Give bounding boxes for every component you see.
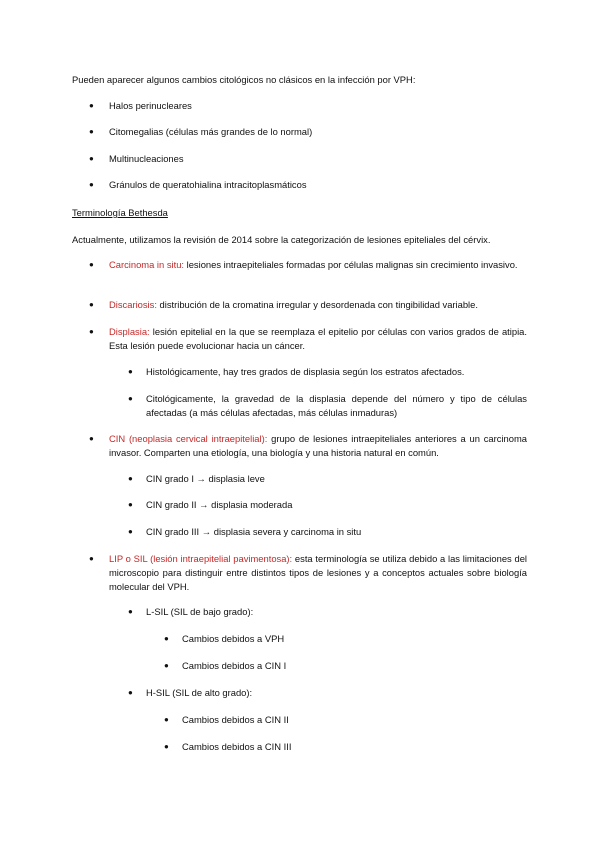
term-label: Carcinoma in situ: (109, 259, 185, 270)
list-item: CIN grado II → displasia moderada (146, 499, 293, 510)
bullet-icon: ● (164, 634, 169, 643)
bullet-icon: ● (164, 742, 169, 751)
bullet-icon: ● (164, 661, 169, 670)
term-definition: lesiones intraepiteliales formadas por células malignas sin crecimiento invasivo. (184, 259, 518, 270)
bullet-icon: ● (128, 500, 133, 509)
bullet-icon: ● (128, 394, 133, 403)
section-intro: Actualmente, utilizamos la revisión de 2014 sobre la categorización de lesiones epiteliales del cérvix. (72, 234, 491, 245)
list-item: Multinucleaciones (109, 153, 184, 164)
list-item: CIN grado III → displasia severa y carcinoma in situ (146, 526, 362, 537)
bullet-icon: ● (89, 154, 94, 163)
term-definition: grupo de lesiones intraepiteliales anteriores a un carcinoma invasor. Comparten una etiología, una biología y una historia natural en común. (109, 433, 527, 458)
bullet-icon: ● (89, 180, 94, 189)
term-definition: esta terminología se utiliza debido a las limitaciones del microscopio para distinguir entre distintos tipos de lesiones y a conceptos actuales sobre biología molecular del VPH. (109, 553, 527, 592)
bullet-icon: ● (89, 260, 94, 269)
list-item: Cambios debidos a CIN I (182, 660, 287, 671)
term-lip (109, 552, 527, 594)
bullet-icon: ● (128, 688, 133, 697)
bullet-icon: ● (128, 527, 133, 536)
bullet-icon: ● (89, 127, 94, 136)
bullet-icon: ● (128, 367, 133, 376)
list-item: Citomegalias (células más grandes de lo normal) (109, 126, 313, 137)
term-carcinoma (109, 258, 527, 272)
list-item: Cambios debidos a CIN II (182, 714, 289, 725)
lsil-label: L-SIL (SIL de bajo grado): (146, 606, 254, 617)
list-item: Gránulos de queratohialina intracitoplasmáticos (109, 179, 307, 190)
bullet-icon: ● (128, 474, 133, 483)
term-label: LIP o SIL (lesión intraepitelial pavimentosa): (109, 553, 293, 564)
term-discariosis (109, 298, 527, 312)
bullet-icon: ● (89, 101, 94, 110)
term-cin (109, 432, 527, 460)
hsil-label: H-SIL (SIL de alto grado): (146, 687, 253, 698)
bullet-icon: ● (89, 554, 94, 563)
list-item: Cambios debidos a VPH (182, 633, 285, 644)
term-definition: distribución de la cromatina irregular y desordenada con tingibilidad variable. (156, 299, 478, 310)
bullet-icon: ● (89, 434, 94, 443)
term-label: Displasia: (109, 326, 150, 337)
bullet-icon: ● (164, 715, 169, 724)
term-definition: lesión epitelial en la que se reemplaza el epitelio por células con varios grados de atipia. Esta lesión puede evolucionar hacia un cáncer. (109, 326, 527, 351)
list-item: Halos perinucleares (109, 100, 192, 111)
list-item: Citológicamente, la gravedad de la displasia depende del número y tipo de células afectadas (a más células afectadas, más células inmaduras) (146, 393, 527, 418)
term-label: Discariosis: (109, 299, 157, 310)
term-displasia (109, 325, 527, 353)
bullet-icon: ● (128, 607, 133, 616)
section-title: Terminología Bethesda (72, 207, 168, 218)
bullet-icon: ● (89, 327, 94, 336)
term-label: CIN (neoplasia cervical intraepitelial): (109, 433, 268, 444)
list-item: Cambios debidos a CIN III (182, 741, 292, 752)
list-item: Histológicamente, hay tres grados de displasia según los estratos afectados. (146, 366, 465, 377)
bullet-icon: ● (89, 300, 94, 309)
list-item: CIN grado I → displasia leve (146, 473, 265, 484)
intro-paragraph: Pueden aparecer algunos cambios citológicos no clásicos en la infección por VPH: (72, 74, 416, 85)
